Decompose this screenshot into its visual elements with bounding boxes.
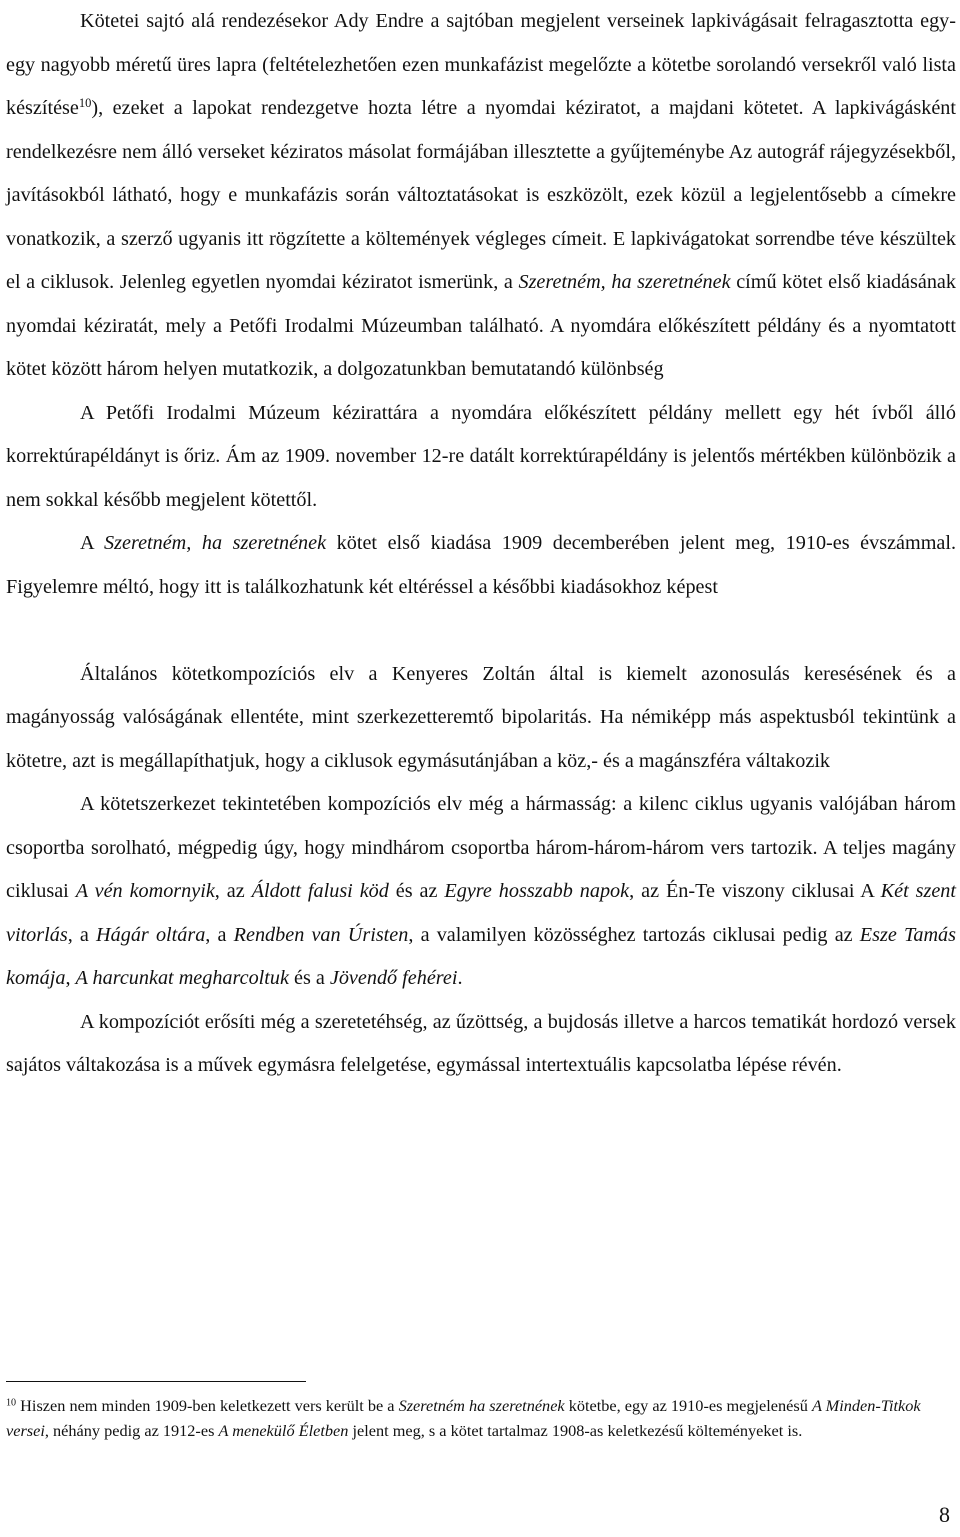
- italic-title: Egyre hosszabb napok: [444, 880, 630, 902]
- text-run: , a: [67, 923, 97, 946]
- text-run: ), ezeket a lapokat rendezgetve hozta létre a nyomdai kéziratot, a majdani kötetet. A lapkivágásként rendelkezésre nem álló verseket kéziratos másolat formájában illesztette a gyűjteménybe Az autográf rájegyzésekből, javításokból látható, hogy e munkafázis során változtatásokat is eszközölt, ezek közül a legjelentősebb a címekre vonatkozik, a szerző ugyanis itt rögzítette a költemények végleges címeit. E lapkivágatokat sorrendbe téve készültek el a ciklusok. Jelenleg egyetlen nyomdai kéziratot ismerünk, a: [6, 97, 956, 293]
- text-run: Kötetei sajtó alá rendezésekor Ady Endre a sajtóban megjelent verseinek lapkivágásait felragasztotta egy-egy nagyobb méretű üres lapra (feltételezhetően ezen munkafázist megelőzte a kötetbe sorolandó versekről való lista készítése: [6, 10, 956, 119]
- italic-title: Rendben van Úristen: [233, 923, 409, 946]
- paragraph: [6, 653, 956, 784]
- paragraph: [6, 0, 956, 392]
- italic-title: A menekülő Életben: [218, 1420, 349, 1440]
- page-number: 8: [939, 1502, 950, 1527]
- text-run: kötet első kiadása 1909 decemberében jelent meg, 1910-es évszámmal. Figyelemre méltó, hogy itt is találkozhatunk két eltéréssel a későbbi kiadásokhoz képest: [6, 532, 957, 598]
- italic-title: Szeretném ha szeretnének: [398, 1396, 565, 1415]
- footnote-separator: [6, 1381, 306, 1382]
- paragraph: [6, 783, 956, 1001]
- footnote-text: [6, 1394, 956, 1443]
- text-run: Általános kötetkompozíciós elv a Kenyeres Zoltán által is kiemelt azonosulás keresésének és a magányosság valóságának ellentéte, mint szerkezetteremtő bipolaritás. Ha némiképp más aspektusból tekintünk a kötetre, azt is megállapíthatjuk, hogy a ciklusok egymásutánjában a köz,- és a magánszféra váltakozik: [6, 662, 956, 772]
- paragraph-gap: [6, 609, 956, 653]
- italic-title: A Minden-Titkok versei: [6, 1396, 921, 1440]
- italic-title: Esze Tamás komája: [6, 923, 956, 989]
- text-run: Hiszen nem minden 1909-ben keletkezett vers került be a: [16, 1396, 399, 1415]
- footnote-ref: 10: [6, 1397, 17, 1409]
- text-run: A Petőfi Irodalmi Múzeum kézirattára a nyomdára előkészített példány mellett egy hét ívből álló korrektúrapéldányt is őriz. Ám az 1909. november 12-re datált korrektúrapéldány is jelentős mértékben különbözik a nem sokkal később megjelent kötettől.: [6, 401, 956, 511]
- body-text: [6, 0, 956, 1088]
- italic-title: Hágár oltára: [96, 923, 206, 946]
- text-run: és a: [288, 967, 330, 989]
- italic-title: Áldott falusi köd: [251, 880, 389, 902]
- text-run: ,: [65, 967, 76, 989]
- text-run: , az Én-Te viszony ciklusai A: [629, 880, 881, 902]
- text-run: jelent meg, s a kötet tartalmaz 1908-as keletkezésű költeményeket is.: [348, 1420, 803, 1440]
- italic-title: Szeretném, ha szeretnének: [104, 532, 327, 554]
- text-run: című kötet első kiadásának nyomdai kéziratát, mely a Petőfi Irodalmi Múzeumban található. A nyomdára előkészített példány és a nyomtatott kötet között három helyen mutatkozik, a dolgozatunkban bemutatandó különbség: [6, 271, 956, 380]
- text-run: , a: [205, 923, 234, 946]
- footnote: [6, 1394, 956, 1443]
- text-run: .: [457, 967, 463, 989]
- paragraph: [6, 392, 956, 523]
- italic-title: Jövendő fehérei: [329, 967, 458, 989]
- italic-title: A vén komornyik: [75, 880, 215, 902]
- paragraph: [6, 1001, 956, 1088]
- italic-title: Szeretném, ha szeretnének: [518, 271, 731, 293]
- text-run: A kompozíciót erősíti még a szeretetéhség, az űzöttség, a bujdosás illetve a harcos tematikát hordozó versek sajátos váltakozása is a művek egymásra felelgetése, egymással intertextuális kapcsolatba lépése révén.: [6, 1010, 956, 1076]
- text-run: , az: [214, 880, 252, 902]
- text-run: A: [80, 532, 105, 554]
- paragraph: [6, 522, 956, 609]
- italic-title: Két szent vitorlás: [6, 880, 957, 946]
- italic-title: A harcunkat megharcoltuk: [75, 967, 289, 989]
- footnote-ref: 10: [78, 96, 92, 111]
- text-run: , néhány pedig az 1912-es: [44, 1420, 219, 1440]
- text-run: és az: [388, 880, 445, 902]
- text-run: kötetbe, egy az 1910-es megjelenésű: [564, 1396, 812, 1415]
- text-run: A kötetszerkezet tekintetében kompozíciós elv még a hármasság: a kilenc ciklus ugyanis valójában három csoportba sorolható, mégpedig úgy, hogy mindhárom csoportba három-három-három vers tartozik. A teljes magány ciklusai: [6, 793, 956, 902]
- text-run: , a valamilyen közösséghez tartozás ciklusai pedig az: [408, 923, 860, 946]
